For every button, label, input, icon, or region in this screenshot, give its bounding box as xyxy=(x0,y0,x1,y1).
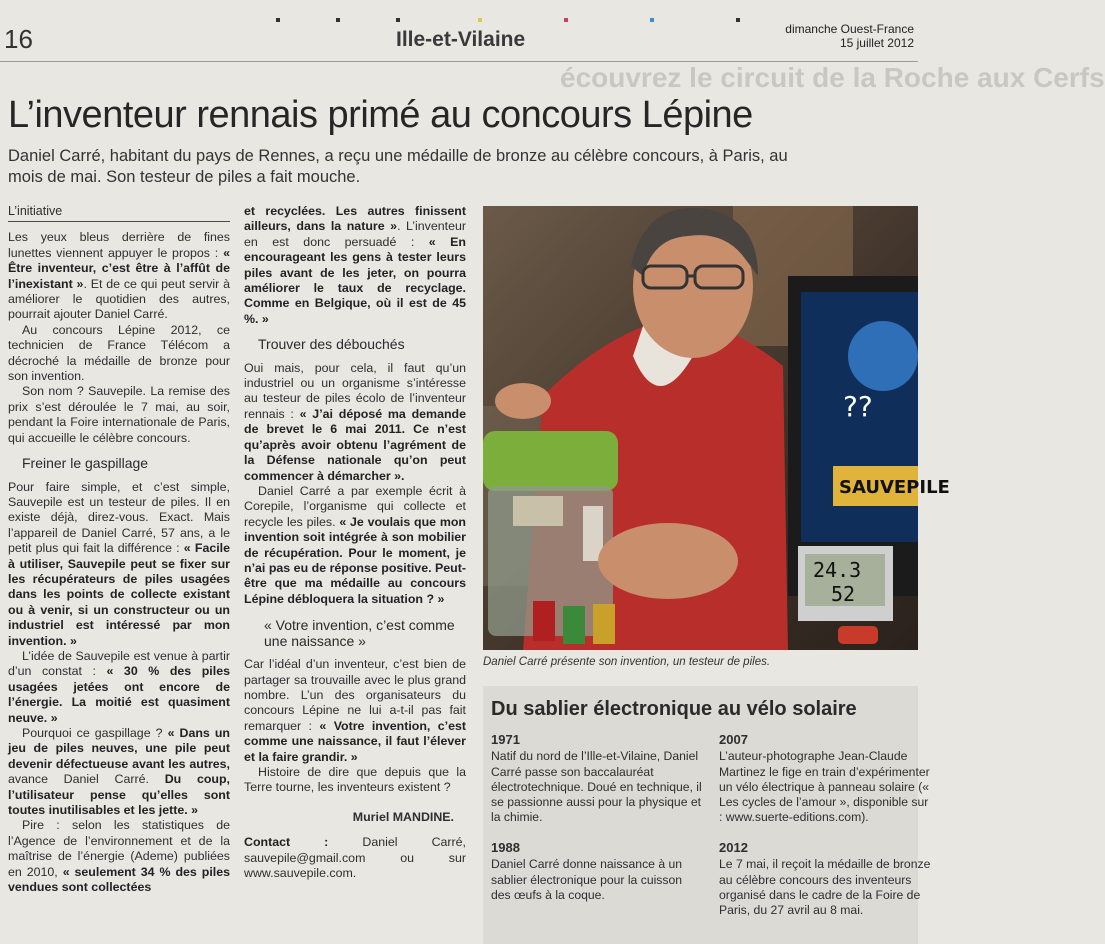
timeline-year: 2007 xyxy=(719,732,748,747)
bleed-through-text: écouvrez le circuit de la Roche aux Cerfs xyxy=(560,62,1105,93)
article-lede: Daniel Carré, habitant du pays de Rennes, a reçu une médaille de bronze au célèbre concours, à Paris, au mois de mai. Son testeur de piles a fait mouche. xyxy=(8,147,788,186)
timeline-text: Natif du nord de l’Ille-et-Vilaine, Daniel Carré passe son baccalauréat électrotechnique. Doué en technique, il se passionne aussi pour la physique et la chimie. xyxy=(491,749,702,825)
timeline-year: 1988 xyxy=(491,840,520,855)
timeline-text: L’auteur-photographe Jean-Claude Martinez le fige en train d’expérimenter un vélo électrique à panneau solaire (« Les cycles de l’amour », disponible sur : www.suerte-editions.com). xyxy=(719,749,930,825)
timeline-entry xyxy=(491,840,705,903)
page-header xyxy=(0,0,918,62)
paragraph: Au concours Lépine 2012, ce technicien de France Télécom a décroché la médaille de bronze pour son invention. xyxy=(8,322,230,384)
paragraph: Pourquoi ce gaspillage ? « Dans un jeu de piles neuves, une pile peut devenir défectueuse avant les autres, avance Daniel Carré. Du coup, l’utilisateur pense qu’elles sont toutes inutilisables et les jette. » xyxy=(8,726,230,818)
issue-date: 15 juillet 2012 xyxy=(839,36,914,50)
subheading: Trouver des débouchés xyxy=(258,336,405,353)
paragraph: Pire : selon les statistiques de l’Agence de l’environnement et de la maîtrise de l’énergie (Ademe) publiées en 2010, « seulement 34 % des piles vendues sont collectées xyxy=(8,818,230,895)
photo-caption: Daniel Carré présente son invention, un testeur de piles. xyxy=(483,656,771,668)
timeline-title: Du sablier électronique au vélo solaire xyxy=(491,698,857,720)
subheading: Freiner le gaspillage xyxy=(22,455,149,472)
paragraph: et recyclées. Les autres finissent ailleurs, dans la nature ». L’inventeur en est donc persuadé : « En encourageant les gens à tester leurs piles avant de les jeter, on pourra améliorer le taux de recyclage. Comme en Belgique, où il est de 45 %. » xyxy=(244,204,466,326)
paragraph: L’idée de Sauvepile est venue à partir d’un constat : « 30 % des piles usagées jetées ont encore de l’énergie. La moitié est quasiment neuve. » xyxy=(8,648,230,725)
paragraph: Daniel Carré a par exemple écrit à Corepile, l’organisme qui collecte et recycle les piles. « Je voulais que mon invention soit intégrée à son mobilier de récupération. Pour le moment, je n’ai pas eu de réponse positive. Peut-être que ma médaille au concours Lépine débloquera la situation ? » xyxy=(244,483,466,606)
paragraph: Son nom ? Sauvepile. La remise des prix s’est déroulée le 7 mai, au soir, pendant la Foire internationale de Paris, qui accueille le célèbre concours. xyxy=(8,384,230,445)
subheading: « Votre invention, c’est comme une naissance » xyxy=(264,617,455,650)
screen-title: SAUVEPILE xyxy=(839,477,950,498)
timeline-year: 1971 xyxy=(491,732,520,747)
paragraph: Oui mais, pour cela, il faut qu’un industriel ou un organisme s’intéresse au testeur de piles écolo de l’inventeur rennais : « J’ai déposé ma demande de brevet le 6 mai 2011. Ce n’est qu’après avoir obtenu l’agrément de la Défense nationale qu’on peut commencer à démarcher ». xyxy=(244,360,466,483)
paragraph: Histoire de dire que depuis que la Terre tourne, les inventeurs existent ? xyxy=(244,765,466,795)
timeline-entry xyxy=(719,840,933,918)
photo-illustration xyxy=(483,206,950,650)
paragraph: Pour faire simple, et c’est simple, Sauvepile est un testeur de piles. Il en existe déjà, direz-vous. Exact. Mais l’appareil de Daniel Carré, 57 ans, a le petit plus qui fait la différence : « Facile à utiliser, Sauvepile peut se fixer sur les récupérateurs de piles usagées dans les points de collecte existant ou à venir, si un constructeur ou un industriel est intéressé par mon invention. » xyxy=(8,479,230,648)
article-photo xyxy=(483,206,950,650)
timeline-box xyxy=(483,686,931,944)
thermo-reading-top: 24.3 xyxy=(813,558,862,582)
paragraph: Car l’idéal d’un inventeur, c’est bien de partager sa trouvaille avec le plus grand nombre. L’un des organisateurs du concours Lépine ne lui a-t-il pas fait remarquer : « Votre invention, c’est comme une naissance, il faut l’élever et la faire grandir. » xyxy=(244,657,466,764)
timeline-text: Le 7 mai, il reçoit la médaille de bronze au célèbre concours des inventeurs organisé dans le cadre de la Foire de Paris, du 27 avril au 8 mai. xyxy=(719,857,931,918)
article-headline: L’inventeur rennais primé au concours Lépine xyxy=(8,94,753,136)
masthead xyxy=(785,22,914,50)
timeline-text: Daniel Carré donne naissance à un sablier électronique pour la cuisson des œufs à la coque. xyxy=(491,857,683,902)
screen-question: ?? xyxy=(843,390,873,423)
page-number: 16 xyxy=(4,24,33,54)
byline: Muriel MANDINE. xyxy=(352,809,454,824)
article-column-2 xyxy=(244,204,466,881)
thermo-reading-bottom: 52 xyxy=(831,582,856,606)
paper-name: dimanche Ouest-France xyxy=(785,22,914,36)
paragraph: Les yeux bleus derrière de fines lunettes viennent appuyer le propos : « Être inventeur, c’est être à l’affût de l’inexistant ». Et de ce qui peut servir à améliorer le quotidien des autres, pourrait ajouter Daniel Carré. xyxy=(8,230,230,322)
timeline-entry xyxy=(719,732,933,826)
timeline-entry xyxy=(491,732,705,826)
section-name: Ille-et-Vilaine xyxy=(396,28,526,51)
timeline-year: 2012 xyxy=(719,840,748,855)
article-column-1 xyxy=(8,204,230,895)
contact-line: Contact : Daniel Carré, sauvepile@gmail.com ou sur www.sauvepile.com. xyxy=(244,835,466,881)
article-kicker: L’initiative xyxy=(8,204,230,222)
registration-dots xyxy=(270,18,770,24)
